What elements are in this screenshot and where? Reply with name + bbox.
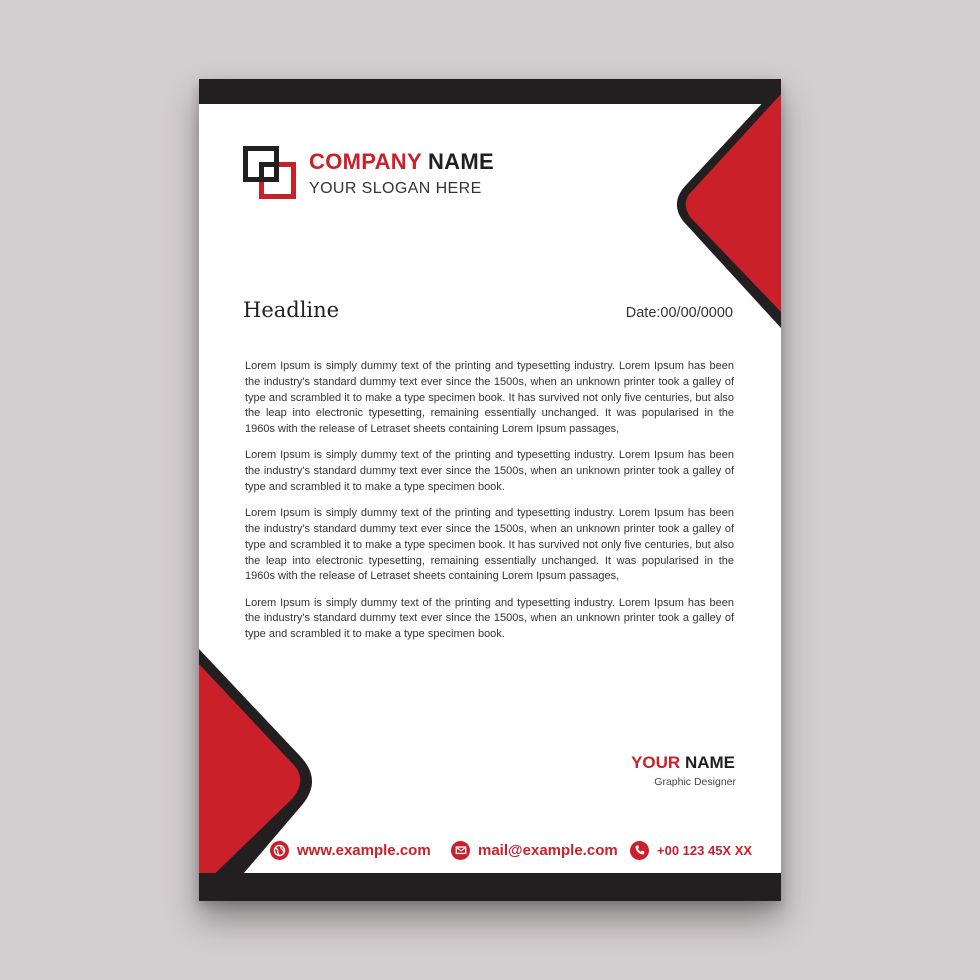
envelope-icon	[451, 841, 470, 860]
body-paragraph: Lorem Ipsum is simply dummy text of the printing and typesetting industry. Lorem Ipsum has been the industry's standard dummy text ever since the 1500s, when an unknown printer took a galley of type and scrambled it to make a type specimen book. It has survived not only five centuries, but also the leap into electronic typesetting, remaining essentially unchanged. It was popularised in the 1960s with the release of Letraset sheets containing Lorem Ipsum passages,	[245, 507, 734, 583]
website-text: www.example.com	[297, 841, 431, 859]
top-right-red-shape	[686, 94, 781, 312]
signature-name	[529, 753, 735, 773]
globe-icon	[270, 841, 289, 860]
signature-name-dark: NAME	[684, 753, 735, 772]
footer-phone[interactable]	[630, 839, 752, 861]
interlocked-squares-logo	[243, 146, 299, 202]
footer-email[interactable]	[451, 839, 618, 861]
body-paragraph: Lorem Ipsum is simply dummy text of the printing and typesetting industry. Lorem Ipsum has been the industry's standard dummy text ever since the 1500s, when an unknown printer took a galley of type and scrambled it to make a type specimen book.	[245, 449, 734, 493]
company-name-accent: COMPANY	[309, 149, 422, 174]
phone-icon	[630, 841, 649, 860]
email-text: mail@example.com	[478, 841, 618, 859]
footer-website[interactable]	[270, 839, 431, 861]
letterhead-page	[199, 79, 781, 901]
letter-body	[245, 359, 734, 653]
bottom-dark-bar	[199, 873, 781, 901]
company-name	[309, 149, 494, 175]
company-slogan: YOUR SLOGAN HERE	[309, 180, 482, 197]
phone-text: +00 123 45X XX	[657, 842, 753, 858]
body-paragraph: Lorem Ipsum is simply dummy text of the printing and typesetting industry. Lorem Ipsum has been the industry's standard dummy text ever since the 1500s, when an unknown printer took a galley of type and scrambled it to make a type specimen book. It has survived not only five centuries, but also the leap into electronic typesetting, remaining essentially unchanged. It was popularised in the 1960s with the release of Letraset sheets containing Lorem Ipsum passages,	[245, 360, 734, 436]
body-paragraph: Lorem Ipsum is simply dummy text of the printing and typesetting industry. Lorem Ipsum has been the industry's standard dummy text ever since the 1500s, when an unknown printer took a galley of type and scrambled it to make a type specimen book.	[245, 596, 734, 641]
letter-headline: Headline	[243, 298, 340, 322]
letter-date: Date:00/00/0000	[625, 305, 733, 321]
company-name-dark: NAME	[427, 149, 494, 174]
signature-name-accent: YOUR	[631, 753, 681, 772]
signature-title: Graphic Designer	[654, 776, 736, 788]
